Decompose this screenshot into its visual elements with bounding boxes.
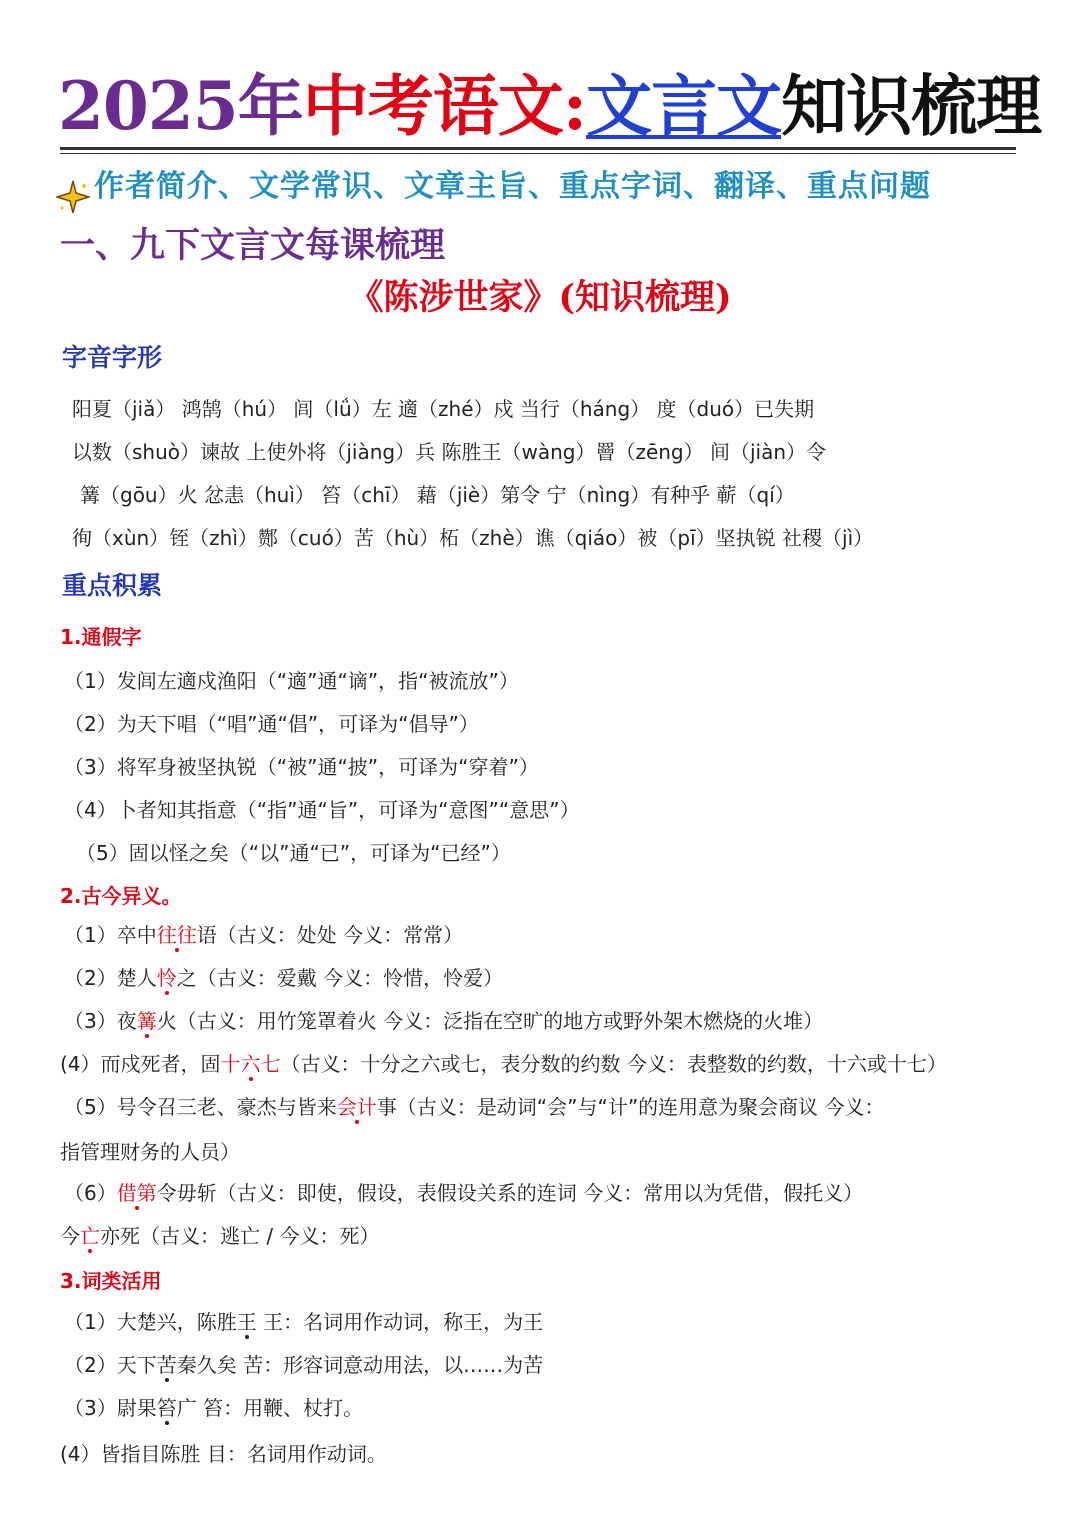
sparkle-icon: [56, 180, 90, 214]
list-item-continuation: 指管理财务的人员）: [60, 1140, 240, 1164]
list-item: 今亡亦死（古义：逃亡 / 今义：死）: [60, 1224, 380, 1248]
list-item: （2）为天下唱（“唱”通“倡”，可译为“倡导”）: [64, 712, 479, 736]
list-item: （3）尉果笞广 笞：用鞭、杖打。: [64, 1396, 364, 1420]
section-title: 一、九下文言文每课梳理: [60, 225, 446, 266]
pronunciation-line: 阳夏（jiǎ） 鸿鹄（hú） 闾（lǘ）左 適（zhé）戍 当行（háng） 度（duó）已失期: [72, 397, 815, 421]
key-points-heading: 重点积累: [62, 571, 163, 600]
list-item: （1）发闾左適戍渔阳（“適”通“谪”，指“被流放”）: [64, 669, 519, 693]
title-suffix: 知识梳理: [781, 67, 1042, 145]
list-item: （6）借第令毋斩（古义：即使，假设，表假设关系的连词 今义：常用以为凭借，假托义）: [64, 1181, 864, 1205]
list-item: (4）皆指目陈胜 目：名词用作动词。: [60, 1442, 387, 1466]
cilei-heading: 3.词类活用: [60, 1269, 162, 1293]
list-item: （1）卒中往往语（古义：处处 今义：常常）: [64, 923, 464, 947]
title-subject: 中考语文:: [302, 67, 587, 145]
list-item: （2）楚人怜之（古义：爱戴 今义：怜惜，怜爱）: [64, 966, 504, 990]
pronunciation-heading: 字音字形: [62, 343, 163, 372]
title-divider-thick: [60, 147, 1016, 150]
list-item: （2）天下苦秦久矣 苦：形容词意动用法，以……为苦: [64, 1353, 544, 1377]
list-item: （1）大楚兴，陈胜王 王：名词用作动词，称王，为王: [64, 1310, 544, 1334]
title-year: 2025年: [58, 67, 303, 145]
tongjia-heading: 1.通假字: [60, 625, 142, 649]
list-item: （3）夜篝火（古义：用竹笼罩着火 今义：泛指在空旷的地方或野外架木燃烧的火堆）: [64, 1009, 824, 1033]
pronunciation-line: 徇（xùn）铚（zhì）酂（cuó）苦（hù）柘（zhè）谯（qiáo）被（pī）坚执锐 社稷（jì）: [72, 526, 874, 550]
list-item: (4）而戍死者，固十六七（古义：十分之六或七，表分数的约数 今义：表整数的约数，十六或十七）: [60, 1052, 947, 1076]
subtitle: 作者简介、文学常识、文章主旨、重点字词、翻译、重点问题: [94, 169, 931, 204]
title-divider-thin: [60, 153, 1016, 154]
lesson-title: 《陈涉世家》(知识梳理): [348, 277, 732, 318]
list-item: （5）号令召三老、豪杰与皆来会计事（古义：是动词“会”与“计”的连用意为聚会商议 今义：: [64, 1095, 885, 1119]
gujin-heading: 2.古今异义。: [60, 884, 182, 908]
pronunciation-line: 以数（shuò）谏故 上使外将（jiàng）兵 陈胜王（wàng）罾（zēng） 间（jiàn）令: [72, 440, 827, 464]
title-topic: 文言文: [586, 67, 782, 145]
pronunciation-line: 篝（gōu）火 忿恚（huì） 笞（chī） 藉（jiè）第令 宁（nìng）有种乎 蕲（qí）: [80, 483, 795, 507]
list-item: （3）将军身被坚执锐（“被”通“披”，可译为“穿着”）: [64, 755, 539, 779]
list-item: （5）固以怪之矣（“以”通“已”，可译为“已经”）: [76, 841, 511, 865]
list-item: （4）卜者知其指意（“指”通“旨”，可译为“意图”“意思”）: [64, 798, 580, 822]
page-title: [58, 62, 1042, 150]
